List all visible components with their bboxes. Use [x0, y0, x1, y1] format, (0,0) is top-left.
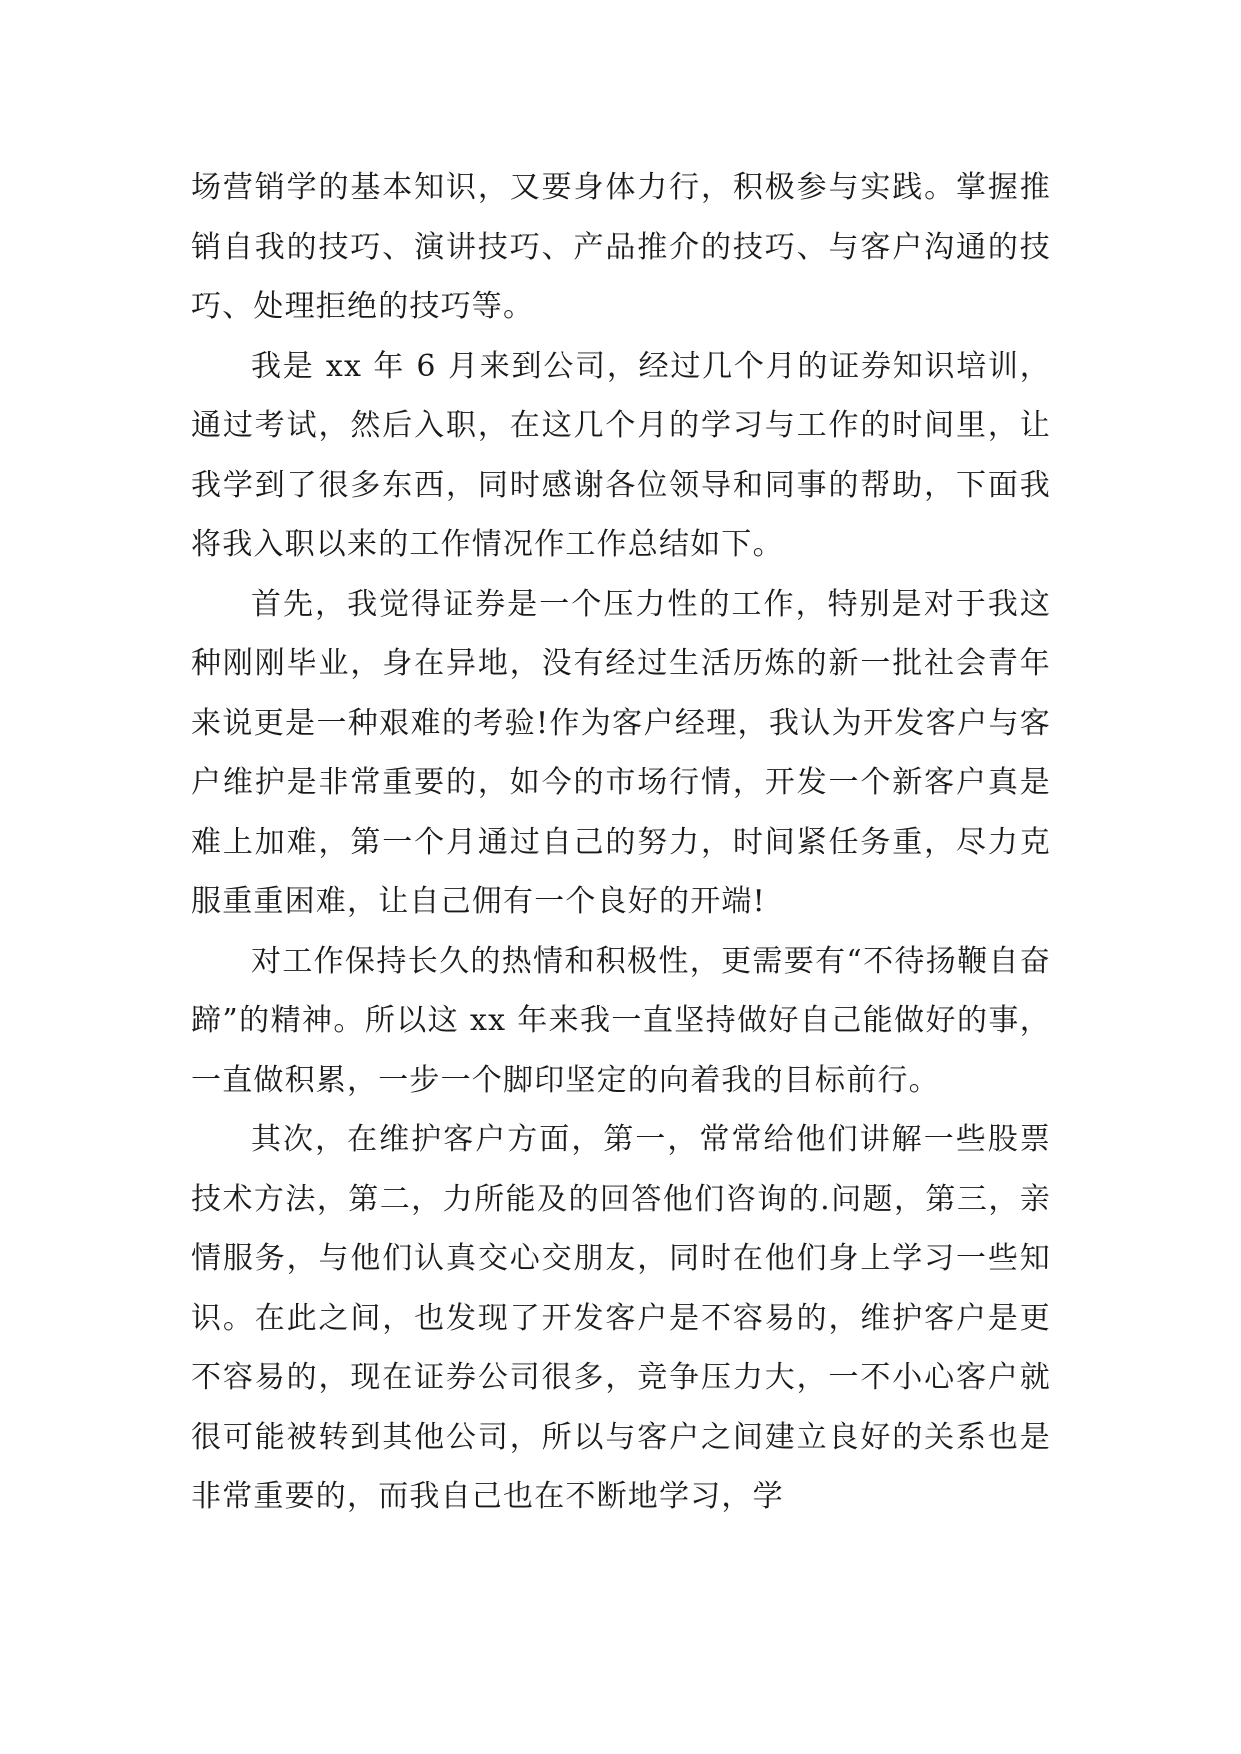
paragraph-1: 场营销学的基本知识，又要身体力行，积极参与实践。掌握推销自我的技巧、演讲技巧、产品推介的技巧、与客户沟通的技巧、处理拒绝的技巧等。 [191, 170, 1051, 324]
document-body [191, 158, 1051, 1527]
paragraph-2: 我是 xx 年 6 月来到公司，经过几个月的证券知识培训，通过考试，然后入职，在这几个月的学习与工作的时间里，让我学到了很多东西，同时感谢各位领导和同事的帮助，下面我将我入职以来的工作情况作工作总结如下。 [191, 348, 1051, 562]
paragraph-3: 首先，我觉得证券是一个压力性的工作，特别是对于我这种刚刚毕业，身在异地，没有经过生活历炼的新一批社会青年来说更是一种艰难的考验!作为客户经理，我认为开发客户与客户维护是非常重要的，如今的市场行情，开发一个新客户真是难上加难，第一个月通过自己的努力，时间紧任务重，尽力克服重重困难，让自己佣有一个良好的开端! [191, 586, 1051, 919]
paragraph-4: 对工作保持长久的热情和积极性，更需要有“不待扬鞭自奋蹄”的精神。所以这 xx 年来我一直坚持做好自己能做好的事，一直做积累，一步一个脚印坚定的向着我的目标前行。 [191, 943, 1051, 1098]
paragraph-5: 其次，在维护客户方面，第一，常常给他们讲解一些股票技术方法，第二，力所能及的回答他们咨询的.问题，第三，亲情服务，与他们认真交心交朋友，同时在他们身上学习一些知识。在此之间，也发现了开发客户是不容易的，维护客户是更不容易的，现在证券公司很多，竞争压力大，一不小心客户就很可能被转到其他公司，所以与客户之间建立良好的关系也是非常重要的，而我自己也在不断地学习，学 [191, 1122, 1051, 1514]
